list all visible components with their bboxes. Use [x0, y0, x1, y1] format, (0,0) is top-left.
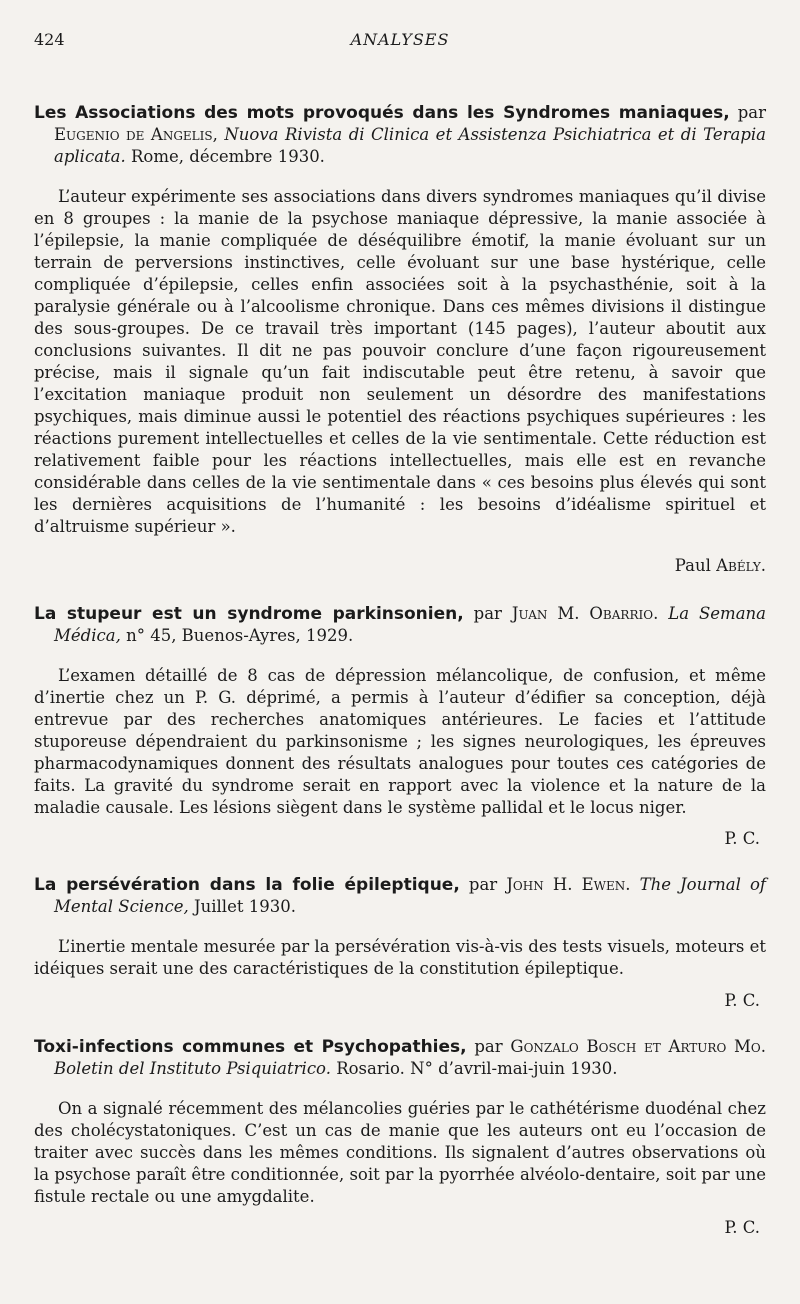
- review-author: John H. Ewen.: [506, 875, 631, 894]
- signature-first-name: Paul: [674, 555, 711, 575]
- review-details: Rosario. N° d’avril-mai-juin 1930.: [336, 1058, 618, 1078]
- review-4: [34, 1036, 766, 1238]
- review-by: par: [737, 103, 766, 122]
- review-title: Toxi-infections communes et Psychopathies,: [34, 1036, 467, 1057]
- review-author: Eugenio de Angelis,: [54, 125, 218, 144]
- review-by: par: [473, 603, 502, 623]
- review-author: Gonzalo Bosch et Arturo Mo.: [510, 1036, 766, 1056]
- review-title: Les Associations des mots provoqués dans les Syndromes maniaques,: [34, 103, 730, 123]
- review-details: Juillet 1930.: [194, 897, 296, 916]
- running-head: [34, 28, 766, 54]
- review-signature: P. C.: [724, 990, 760, 1010]
- review-details: Rome, décembre 1930.: [131, 147, 325, 166]
- review-title: La persévération dans la folie épileptique,: [34, 875, 460, 895]
- review-heading: [34, 1036, 766, 1080]
- review-signature: P. C.: [724, 1218, 760, 1237]
- review-title: La stupeur est un syndrome parkinsonien,: [34, 603, 464, 624]
- signature-last-name: Abély.: [716, 555, 766, 575]
- review-details: n° 45, Buenos-Ayres, 1929.: [126, 625, 354, 645]
- running-title: ANALYSES: [350, 30, 450, 49]
- review-journal: The Journal of Mental Science,: [54, 875, 767, 916]
- review-journal: Nuova Rivista di Clinica et Assistenza Psichiatrica et di Terapia aplicata.: [54, 125, 767, 166]
- review-journal: Boletin del Instituto Psiquiatrico.: [54, 1058, 331, 1078]
- review-by: par: [468, 875, 498, 894]
- review-signature: [34, 555, 766, 577]
- review-signature: P. C.: [724, 829, 760, 848]
- review-2: [34, 603, 766, 849]
- review-author: Juan M. Obarrio.: [511, 603, 659, 623]
- review-by: par: [474, 1036, 503, 1056]
- review-body: L’examen détaillé de 8 cas de dépression mélancolique, de confusion, et même d’inertie chez un P. G. déprimé, a permis à l’auteur d’édifier sa conception, déjà entrevue par des recherches anatomiques antérieures. Le facies et l’attitude stuporeuse dépendraient du parkinsonisme ; les signes neurologiques, les épreuves pharmacodynamiques donnent des résultats analogues pour toutes ces catégories de faits. La gravité du syndrome serait en rapport avec la violence et la nature de la maladie causale. Les lésions siègent dans le système pallidal et le locus niger.: [34, 665, 766, 817]
- page-number: 424: [34, 30, 65, 49]
- review-3: [34, 874, 766, 1010]
- review-body: L’inertie mentale mesurée par la persévération vis-à-vis des tests visuels, moteurs et idéiques serait une des caractéristiques de la constitution épileptique.: [34, 937, 766, 978]
- review-heading: [34, 102, 766, 168]
- review-heading: [34, 874, 766, 918]
- review-journal: La Semana Médica,: [54, 603, 766, 645]
- review-body: L’auteur expérimente ses associations dans divers syndromes maniaques qu’il divise en 8 groupes : la manie de la psychose maniaque dépressive, la manie associée à l’épilepsie, la manie compliquée de déséquilibre émotif, la manie évoluant sur un terrain de perversions instinctives, celle évoluant sur une base hystérique, celle compliquée d’épilepsie, celles enfin associées soit à la psychasthénie, soit à la paralysie générale ou à l’alcoolisme chronique. Dans ces mêmes divisions il distingue des sous-groupes. De ce travail très important (145 pages), l’auteur aboutit aux conclusions suivantes. Il dit ne pas pouvoir conclure d’une façon rigoureusement précise, mais il signale qu’un fait indiscutable peut être retenu, à savoir que l’excitation maniaque produit non seulement un désordre des manifestations psychiques, mais diminue aussi le potentiel des réactions psychiques supérieures : les réactions purement intellectuelles et celles de la vie sentimentale. Cette réduction est relativement faible pour les réactions intellectuelles, mais elle est en revanche considérable dans celles de la vie sentimentale dans « ces besoins plus élevés qui sont les dernières acquisitions de l’humanité : les besoins d’idéalisme spirituel et d’altruisme supérieur ».: [34, 187, 766, 536]
- review-1: [34, 102, 766, 577]
- review-body: On a signalé récemment des mélancolies guéries par le cathétérisme duodénal chez des cholécystatoniques. C’est un cas de manie que les auteurs ont eu l’occasion de traiter avec succès dans les mêmes conditions. Ils signalent d’autres observations où la psychose paraît être conditionnée, soit par la pyorrhée alvéolo-dentaire, soit par une fistule rectale ou une amygdalite.: [34, 1098, 766, 1206]
- review-heading: [34, 603, 766, 647]
